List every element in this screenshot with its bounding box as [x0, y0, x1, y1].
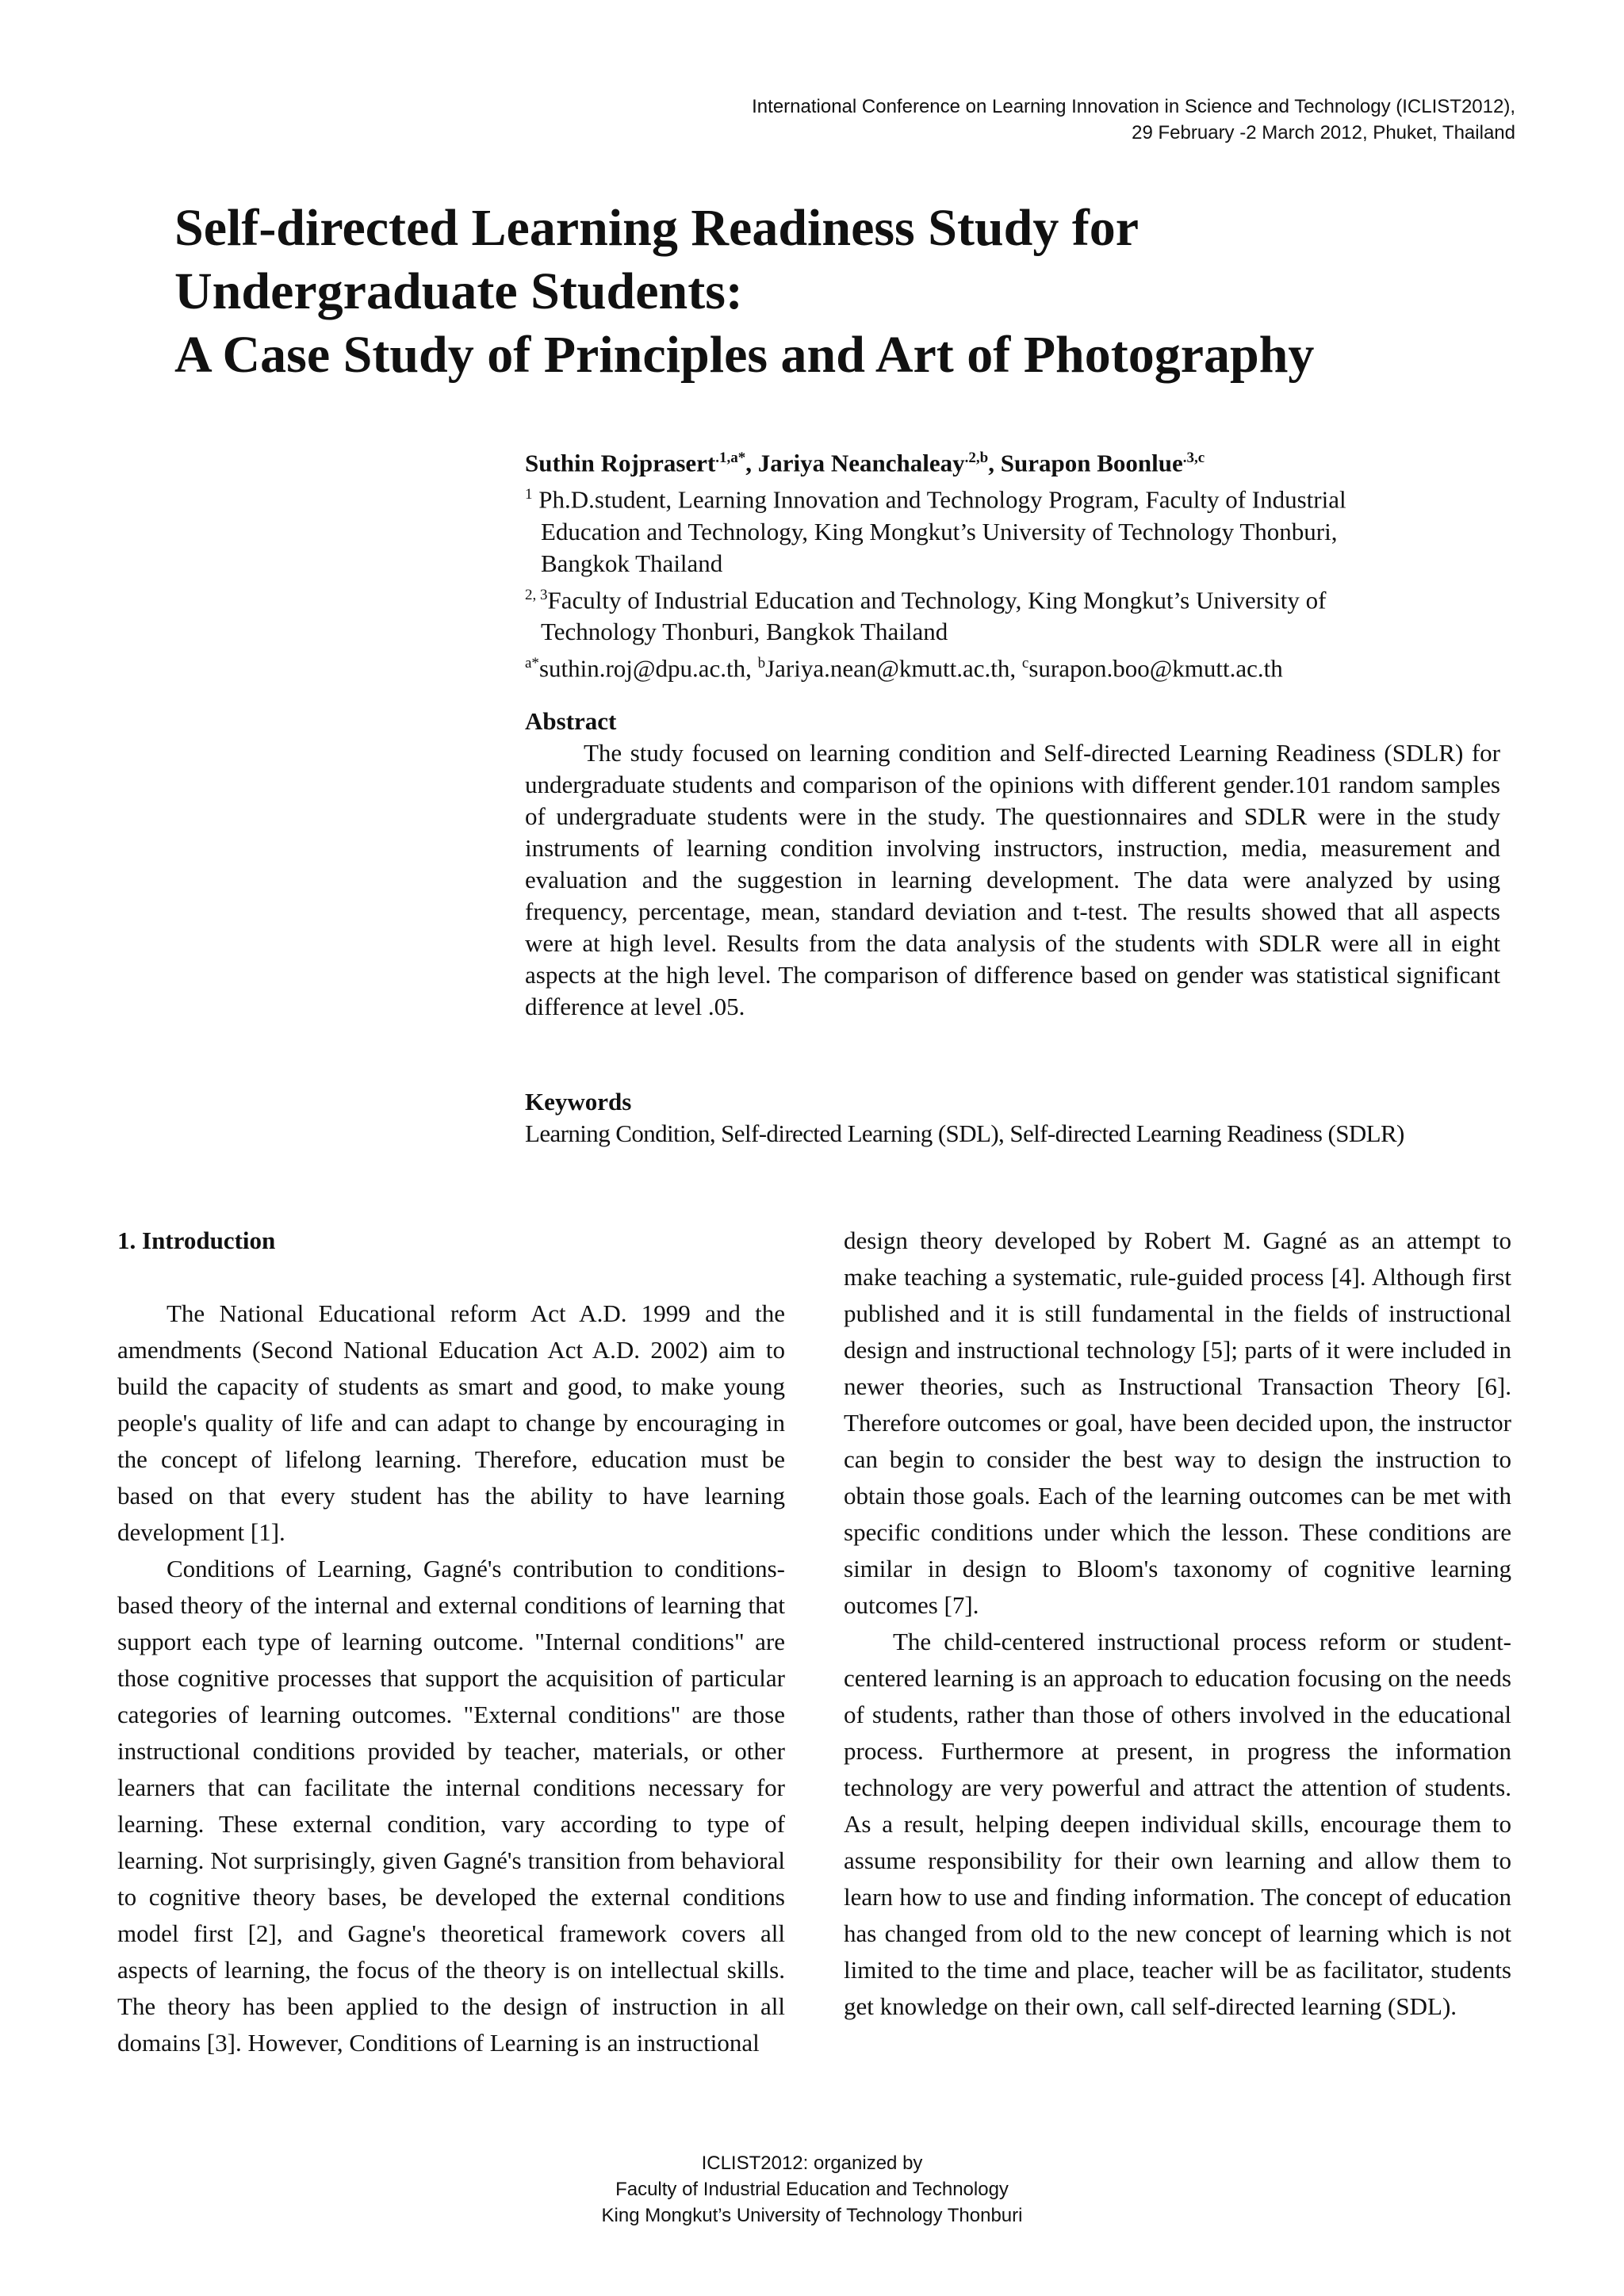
author-name: Jariya Neanchaleay: [757, 449, 965, 477]
affiliation-1: $^1$ Ph.D.student, Learning Innovation and Technology Program, Faculty of Industrial: [525, 485, 1346, 514]
footer-line1: ICLIST2012: organized by: [701, 2152, 923, 2174]
affiliation-2-cont: Technology Thonburi, Bangkok Thailand: [541, 617, 948, 645]
page-footer: [0, 2150, 1624, 2229]
body-paragraph: The child-centered instructional process reform or student-centered learning is an approach to education focusing on the needs of students, rather than those of others involved in the educational process. Furthermore at present, in progress the information technology are very powerful and attract the attention of students. As a result, helping deepen individual skills, encourage them to assume responsibility for their own learning and allow them to learn how to use and finding information. The concept of education has changed from old to the new concept of learning which is not limited to the time and place, teacher will be as facilitator, students get knowledge on their own, call self-directed learning (SDL).: [844, 1628, 1511, 2020]
email-link[interactable]: Jariya.nean@kmutt.ac.th,: [765, 654, 1022, 683]
author-sup: .3,c: [1182, 450, 1205, 466]
authors-block: [525, 442, 1516, 684]
body-paragraph: design theory developed by Robert M. Gagné as an attempt to make teaching a systematic, rule-guided process [4]. Although first published and it is still fundamental in the fields of instructional design and instructional technology [5]; parts of it were included in newer theories, such as Instructional Transaction Theory [6]. Therefore outcomes or goal, have been decided upon, the instructor can begin to consider the best way to design the instruction to obtain those goals. Each of the learning outcomes can be met with specific conditions under which the lesson. These conditions are similar in design to Bloom's taxonomy of cognitive learning outcomes [7].: [844, 1226, 1511, 1619]
paper-title-line2: Undergraduate Students:: [174, 262, 743, 320]
keywords-section: [525, 1086, 1516, 1150]
author-sup: .2,b: [964, 450, 989, 466]
footer-line2: Faculty of Industrial Education and Technology: [615, 2179, 1009, 2200]
paper-title-line1: Self-directed Learning Readiness Study for: [174, 199, 1139, 257]
body-column-right: [844, 1223, 1511, 2025]
keywords-text: Learning Condition, Self-directed Learning (SDL), Self-directed Learning Readiness (SDLR): [525, 1119, 1404, 1147]
author-name: Surapon Boonlue: [1000, 449, 1183, 477]
author-emails: $^{a*}$suthin.roj@dpu.ac.th, $^b$Jariya.nean@kmutt.ac.th, $^c$surapon.boo@kmutt.ac.th: [525, 654, 1283, 683]
keywords-heading: Keywords: [525, 1088, 632, 1115]
section-heading-introduction: 1. Introduction: [117, 1226, 276, 1254]
abstract-heading: Abstract: [525, 707, 617, 735]
body-column-left: [117, 1223, 785, 2061]
affiliation-1-cont: Bangkok Thailand: [541, 549, 723, 577]
conference-header: [564, 94, 1515, 146]
author-list: Suthin Rojprasert$^{.1,a*}$, Jariya Neanchaleay$^{.2,b}$, Surapon Boonlue$^{.3,c}$: [525, 449, 1205, 477]
conference-header-line1: International Conference on Learning Innovation in Science and Technology (ICLIST2012),: [752, 96, 1515, 117]
body-paragraph: The National Educational reform Act A.D. 1999 and the amendments (Second National Education Act A.D. 2002) aim to build the capacity of students as smart and good, to make young people's quality of life and can adapt to change by encouraging in the concept of lifelong learning. Therefore, education must be based on that every student has the ability to have learning development [1].: [117, 1299, 785, 1546]
author-name: Suthin Rojprasert: [525, 449, 716, 477]
affiliation-1-cont: Education and Technology, King Mongkut’s University of Technology Thonburi,: [541, 517, 1338, 545]
author-sup: .1,a*: [715, 450, 746, 466]
affiliation-2: $^{2, 3}$Faculty of Industrial Education and Technology, King Mongkut’s University of: [525, 585, 1327, 614]
email-link[interactable]: surapon.boo@kmutt.ac.th: [1028, 654, 1283, 683]
email-link[interactable]: suthin.roj@dpu.ac.th,: [538, 654, 758, 683]
abstract-text: The study focused on learning condition and Self-directed Learning Readiness (SDLR) for undergraduate students and comparison of the opinions with different gender.101 random samples of undergraduate students were in the study. The questionnaires and SDLR were in the study instruments of learning condition involving instructors, instruction, media, measurement and evaluation and the suggestion in learning development. The data were analyzed by using frequency, percentage, mean, standard deviation and t-test. The results showed that all aspects were at high level. Results from the data analysis of the students with SDLR were all in eight aspects at the high level. The comparison of difference based on gender was statistical significant difference at level .05.: [525, 739, 1500, 1020]
abstract-section: [525, 706, 1500, 1023]
paper-title-line3: A Case Study of Principles and Art of Photography: [174, 326, 1315, 384]
paper-title: [174, 197, 1483, 387]
body-paragraph: Conditions of Learning, Gagné's contribution to conditions-based theory of the internal and external conditions of learning that support each type of learning outcome. "Internal conditions" are those cognitive processes that support the acquisition of particular categories of learning outcomes. "External conditions" are those instructional conditions provided by teacher, materials, or other learners that can facilitate the internal conditions necessary for learning. These external condition, vary according to type of learning. Not surprisingly, given Gagné's transition from behavioral to cognitive theory bases, be developed the external conditions model first [2], and Gagne's theoretical framework covers all aspects of learning, the focus of the theory is on intellectual skills. The theory has been applied to the design of instruction in all domains [3]. However, Conditions of Learning is an instructional: [117, 1555, 785, 2057]
conference-header-line2: 29 February -2 March 2012, Phuket, Thailand: [1132, 122, 1515, 144]
footer-line3: King Mongkut’s University of Technology Thonburi: [601, 2205, 1023, 2226]
